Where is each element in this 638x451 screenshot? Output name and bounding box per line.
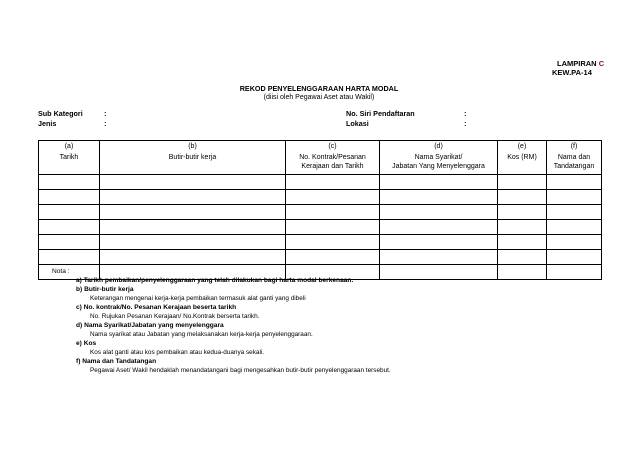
table-cell[interactable] xyxy=(547,175,602,190)
lokasi-label: Lokasi xyxy=(346,119,369,128)
table-cell[interactable] xyxy=(547,250,602,265)
lokasi-colon: : xyxy=(464,119,467,128)
col-letter-c: (c) xyxy=(286,141,380,153)
note-item xyxy=(76,322,224,329)
note-description: No. Rujukan Pesanan Kerajaan/ No.Kontrak berserta tarikh. xyxy=(90,313,260,320)
table-cell[interactable] xyxy=(498,250,547,265)
note-letter: f) xyxy=(76,358,83,365)
header-tarikh-text: Tarikh xyxy=(59,154,79,161)
header-butir-kerja-text: Butir-butir kerja xyxy=(168,154,217,161)
table-cell[interactable] xyxy=(498,235,547,250)
header-tarikh xyxy=(39,152,100,175)
header-tandatangan-line1: Nama dan xyxy=(557,154,591,161)
note-item xyxy=(76,358,156,365)
no-siri-colon: : xyxy=(464,109,467,118)
note-letter: e) xyxy=(76,340,84,347)
table-cell[interactable] xyxy=(547,205,602,220)
note-item xyxy=(76,277,353,284)
table-cell[interactable] xyxy=(39,250,100,265)
table-cell[interactable] xyxy=(286,220,380,235)
col-letter-d: (d) xyxy=(380,141,498,153)
table-row xyxy=(39,235,602,250)
table-cell[interactable] xyxy=(100,235,286,250)
col-letter-b: (b) xyxy=(100,141,286,153)
note-item xyxy=(76,304,236,311)
col-letter-a: (a) xyxy=(39,141,100,153)
table-row xyxy=(39,190,602,205)
table-cell[interactable] xyxy=(380,250,498,265)
col-letter-f: (f) xyxy=(547,141,602,153)
table-cell[interactable] xyxy=(498,175,547,190)
table-cell[interactable] xyxy=(547,235,602,250)
note-title: Butir-butir kerja xyxy=(84,286,134,293)
table-cell[interactable] xyxy=(498,190,547,205)
table-cell[interactable] xyxy=(380,235,498,250)
table-cell[interactable] xyxy=(286,250,380,265)
table-cell[interactable] xyxy=(100,175,286,190)
header-no-kontrak-line2: Kerajaan dan Tarikh xyxy=(301,163,364,170)
table-cell[interactable] xyxy=(39,175,100,190)
lampiran-label xyxy=(557,59,604,68)
note-title: No. kontrak/No. Pesanan Kerajaan beserta tarikh xyxy=(83,304,237,311)
table-cell[interactable] xyxy=(498,205,547,220)
note-title: Tarikh pembaikan/penyelenggaraan yang telah dilakukan bagi harta modal berkenaan. xyxy=(83,277,354,284)
jenis-colon: : xyxy=(104,119,107,128)
table-cell[interactable] xyxy=(286,175,380,190)
no-siri-label: No. Siri Pendaftaran xyxy=(346,109,415,118)
note-title: Nama Syarikat/Jabatan yang menyelenggara xyxy=(84,322,224,329)
nota-label: Nota : xyxy=(52,268,70,275)
table-cell[interactable] xyxy=(100,220,286,235)
table-cell[interactable] xyxy=(380,190,498,205)
sub-kategori-label: Sub Kategori xyxy=(38,109,83,118)
table-cell[interactable] xyxy=(286,235,380,250)
table-cell[interactable] xyxy=(380,205,498,220)
header-no-kontrak xyxy=(286,152,380,175)
document-subtitle: (diisi oleh Pegawai Aset atau Wakil) xyxy=(263,94,375,101)
table-cell[interactable] xyxy=(286,190,380,205)
table-cell[interactable] xyxy=(498,220,547,235)
header-nama-syarikat xyxy=(380,152,498,175)
table-row xyxy=(39,205,602,220)
table-row xyxy=(39,175,602,190)
table-cell[interactable] xyxy=(286,205,380,220)
table-cell[interactable] xyxy=(39,220,100,235)
column-letter-row xyxy=(39,141,602,153)
header-butir-kerja xyxy=(100,152,286,175)
header-kos-text: Kos (RM) xyxy=(507,154,537,161)
jenis-label: Jenis xyxy=(38,119,57,128)
table-cell[interactable] xyxy=(100,205,286,220)
table-cell[interactable] xyxy=(380,175,498,190)
table-cell[interactable] xyxy=(547,190,602,205)
note-letter: d) xyxy=(76,322,85,329)
table-cell[interactable] xyxy=(39,235,100,250)
note-item xyxy=(76,340,96,347)
note-description: Kos alat ganti atau kos pembaikan atau kedua-duanya sekali. xyxy=(90,349,265,356)
table-row xyxy=(39,250,602,265)
table-cell[interactable] xyxy=(100,250,286,265)
note-letter: c) xyxy=(76,304,84,311)
note-description: Nama syarikat atau Jabatan yang melaksanakan kerja-kerja penyelenggaraan. xyxy=(90,331,313,338)
form-code: KEW.PA-14 xyxy=(552,68,592,77)
table-cell[interactable] xyxy=(547,265,602,280)
table-cell[interactable] xyxy=(39,205,100,220)
table-cell[interactable] xyxy=(100,190,286,205)
table-cell[interactable] xyxy=(380,265,498,280)
lampiran-prefix: LAMPIRAN xyxy=(557,59,597,68)
lampiran-letter: C xyxy=(598,59,605,68)
note-title: Nama dan Tandatangan xyxy=(82,358,157,365)
maintenance-record-table xyxy=(38,140,602,280)
col-letter-e: (e) xyxy=(498,141,547,153)
header-nama-syarikat-line1: Nama Syarikat/ xyxy=(414,154,463,161)
note-description: Pegawai Aset/ Wakil hendaklah menandatangani bagi mengesahkan butir-butir penyelenggaraan tersebut. xyxy=(90,367,391,374)
note-item xyxy=(76,286,134,293)
header-no-kontrak-line1: No. Kontrak/Pesanan xyxy=(299,154,366,161)
sub-kategori-colon: : xyxy=(104,109,107,118)
table-cell[interactable] xyxy=(547,220,602,235)
note-letter: b) xyxy=(76,286,85,293)
note-description: Keterangan mengenai kerja-kerja pembaikan termasuk alat ganti yang dibeli xyxy=(90,295,306,302)
table-row xyxy=(39,220,602,235)
header-tandatangan xyxy=(547,152,602,175)
table-cell[interactable] xyxy=(380,220,498,235)
table-cell[interactable] xyxy=(39,190,100,205)
note-title: Kos xyxy=(83,340,97,347)
table-cell[interactable] xyxy=(498,265,547,280)
note-letter: a) xyxy=(76,277,84,284)
header-kos xyxy=(498,152,547,175)
document-title: REKOD PENYELENGGARAAN HARTA MODAL xyxy=(239,84,399,93)
header-nama-syarikat-line2: Jabatan Yang Menyelenggara xyxy=(392,163,485,170)
header-tandatangan-line2: Tandatangan xyxy=(553,163,595,170)
column-header-row xyxy=(39,152,602,175)
